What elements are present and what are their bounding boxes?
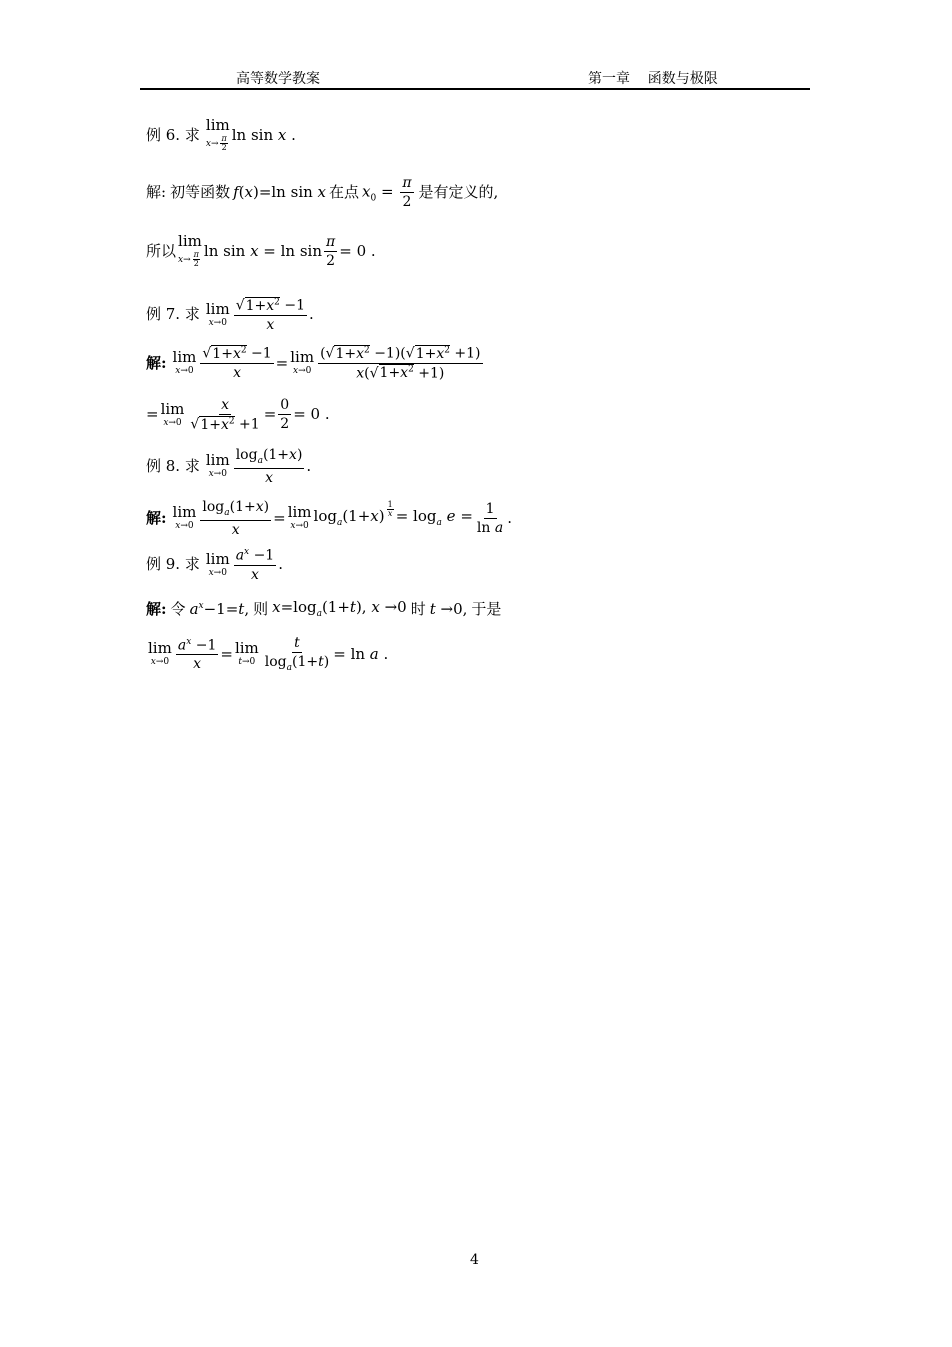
example-9-statement: 例 9. 求 lim x→0 $\frac{a^x -1}{x}$ . [146,547,283,583]
page-header-left: 高等数学教案 [236,71,320,87]
limit-operator: lim t→0 [234,639,259,668]
limit-operator: lim x→ $\frac{\pi}{2}$ [178,232,202,268]
example-6-statement: 例 6. 求 lim x→ $\frac{\pi}{2}$ ln sin x . [146,116,296,152]
solution-label: 解: [146,353,167,372]
solution-label: 解: [146,508,167,527]
solution-text: 是有定义的, [418,183,499,201]
solution-label: 解: [146,600,167,618]
example-7-solution-line2: = lim x→0 $\frac{x}{√1+x^2 +1}$ = $\frac{0}{2}$ = 0 . [146,397,330,433]
example-6-solution-line2: 所以 lim x→ $\frac{\pi}{2}$ ln sin x = ln sin $\frac{\pi}{2}$ = 0 . [146,232,376,269]
limit-operator: lim x→0 [172,503,197,532]
example-7-solution-line1: 解: lim x→0 $\frac{√1+x^2 -1}{x}$ = lim x→0 $\frac{(√1+x^2 -1)(√1+x^2 +1)}{x(√1+x^2 +1)}$ [146,345,481,382]
limit-operator: lim x→0 [205,549,230,578]
solution-text: 在点 [329,183,360,201]
solution-text: 于是 [471,600,502,618]
example-7-statement: 例 7. 求 lim x→0 $\frac{√1+x^2 -1}{x}$ . [146,297,314,333]
example-9-label: 例 9. 求 [146,555,200,574]
page-header-right: 第一章 函数与极限 [588,71,718,87]
solution-text: 则 [253,600,269,618]
example-8-label: 例 8. 求 [146,456,200,475]
limit-operator: lim x→0 [148,639,172,668]
limit-operator: lim x→0 [287,503,312,532]
limit-operator: lim x→0 [172,348,197,377]
limit-operator: lim x→0 [290,348,315,377]
solution-text: 初等函数 [170,183,231,201]
example-8-statement: 例 8. 求 lim x→0 $\frac{\log_a(1+x)}{x}$ . [146,447,312,486]
example-7-label: 例 7. 求 [146,305,200,324]
solution-text: 时 [410,600,426,618]
solution-text: 令 [170,600,186,618]
example-8-solution: 解: lim x→0 $\frac{\log_a(1+x)}{x}$ = lim x→0 $\log_a(1+x)$ $\frac{1}{x}$ = $\log_a e$ = $\frac{1}{\text{ln a}}$ . [146,499,512,538]
example-6-solution-line1: 解: 初等函数 f(x)=ln sin x 在点 $x_0$ = $\frac{\pi}{2}$ 是有定义的, [146,175,499,210]
limit-operator: lim x→0 [205,451,230,480]
example-6-label: 例 6. 求 [146,125,200,144]
solution-text: 所以 [146,241,177,260]
example-9-solution-line1: 解: 令 $a^x-1=t$, 则 $x=\log_a(1+t)$, x →0 时 t →0, 于是 [146,598,502,619]
page-number: 4 [470,1252,479,1268]
header-rule [140,88,810,90]
limit-operator: lim x→0 [160,399,185,428]
limit-operator: lim x→ $\frac{\pi}{2}$ [205,116,230,152]
limit-operator: lim x→0 [205,299,230,328]
solution-label: 解: [146,183,167,201]
example-9-solution-line2: lim x→0 $\frac{a^x -1}{x}$ = lim t→0 $\frac{t}{\log_a(1+t)}$ = ln a . [148,635,389,673]
